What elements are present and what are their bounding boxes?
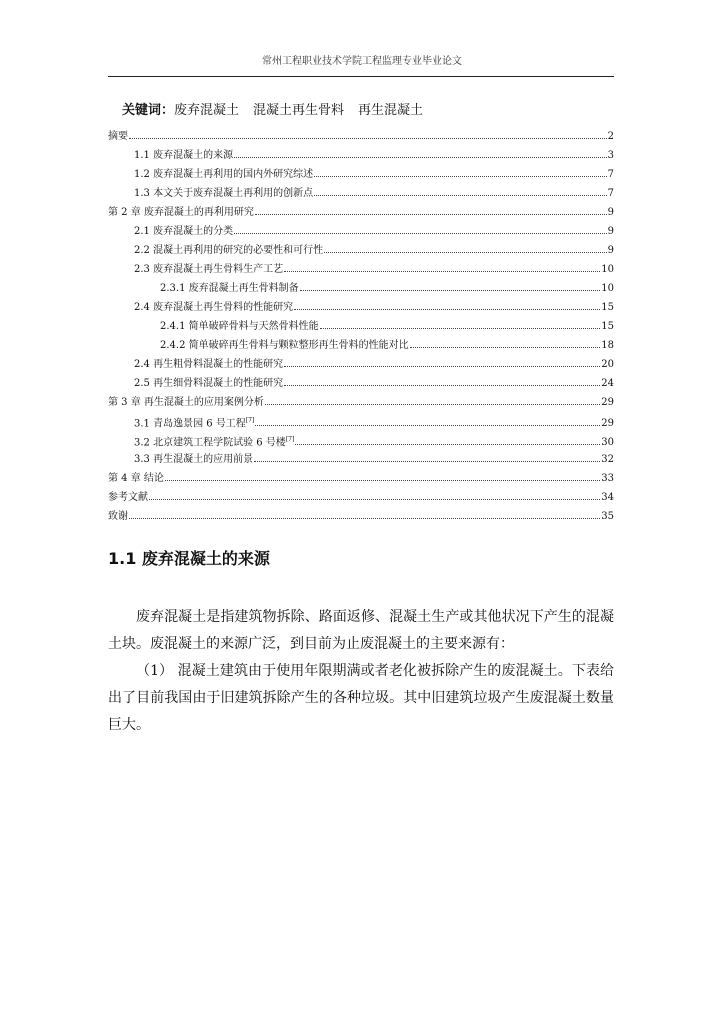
toc-leader-dots — [314, 164, 607, 177]
page-header: 常州工程职业技术学院工程监理专业毕业论文 — [262, 56, 462, 67]
toc-entry-text: 2.3 废弃混凝土再生骨料生产工艺 — [134, 264, 284, 275]
toc-entry[interactable] — [108, 411, 614, 430]
toc-entry[interactable] — [108, 297, 614, 316]
toc-page-number: 18 — [601, 340, 614, 351]
toc-entry-text: 1.1 废弃混凝土的来源 — [134, 150, 234, 161]
toc-entry-text: 2.3.1 废弃混凝土再生骨料制备 — [160, 283, 299, 294]
toc-entry-text: 第 2 章 废弃混凝土的再利用研究 — [108, 207, 254, 218]
toc-leader-dots — [129, 506, 600, 519]
toc-entry-title — [108, 393, 264, 412]
toc-entry-title — [134, 222, 233, 241]
toc-entry-text: 2.4.2 简单破碎再生骨料与颗粒整形再生骨料的性能对比 — [160, 340, 409, 351]
toc-entry-title — [134, 241, 323, 260]
toc-leader-dots — [149, 487, 600, 500]
toc-leader-dots — [234, 221, 607, 234]
toc-page-number: 9 — [607, 226, 614, 237]
toc-page-number: 29 — [601, 418, 614, 430]
toc-entry-text: 2.4 废弃混凝土再生骨料的性能研究 — [134, 302, 294, 313]
toc-entry-text: 第 4 章 结论 — [108, 473, 164, 484]
toc-page-number: 3 — [607, 150, 614, 161]
toc-entry[interactable] — [108, 354, 614, 373]
toc-entry-title — [108, 469, 164, 488]
toc-entry[interactable] — [108, 316, 614, 335]
toc-entry[interactable] — [108, 392, 614, 411]
keyword-item: 再生混凝土 — [358, 103, 424, 118]
toc-leader-dots — [255, 202, 607, 215]
toc-entry-text: 3.1 青岛逸景园 6 号工程 — [134, 418, 246, 430]
toc-leader-dots — [234, 145, 607, 158]
toc-entry-title — [134, 260, 283, 279]
toc-entry-text: 2.4 再生粗骨料混凝土的性能研究 — [134, 359, 284, 370]
citation-marker: [7] — [245, 417, 255, 424]
toc-entry-title — [134, 355, 283, 374]
toc-page-number: 32 — [601, 454, 614, 465]
toc-entry-title — [134, 374, 283, 393]
toc-entry[interactable] — [108, 164, 614, 183]
toc-page-number: 7 — [607, 169, 614, 180]
body-text — [108, 604, 614, 739]
keywords-line — [122, 99, 423, 118]
toc-entry-text: 致谢 — [108, 511, 128, 522]
keyword-item: 混凝土再生骨料 — [253, 103, 345, 118]
toc-entry-title — [134, 184, 313, 203]
toc-leader-dots — [284, 354, 600, 367]
toc-entry-text: 第 3 章 再生混凝土的应用案例分析 — [108, 397, 264, 408]
toc-entry-title — [160, 317, 319, 336]
toc-leader-dots — [320, 316, 601, 329]
toc-leader-dots — [314, 183, 607, 196]
toc-entry-text: 3.2 北京建筑工程学院试验 6 号楼 — [134, 437, 286, 449]
keyword-item: 废弃混凝土 — [174, 103, 240, 118]
toc-entry[interactable] — [108, 449, 614, 468]
toc-entry[interactable] — [108, 373, 614, 392]
toc-leader-dots — [294, 297, 600, 310]
toc-page-number: 20 — [601, 359, 614, 370]
toc-entry[interactable] — [108, 221, 614, 240]
toc-page-number: 24 — [601, 378, 614, 389]
toc-leader-dots — [284, 259, 600, 272]
toc-leader-dots — [165, 468, 600, 481]
toc-page-number: 35 — [601, 511, 614, 522]
toc-page-number: 29 — [601, 397, 614, 408]
toc-page-number: 9 — [607, 207, 614, 218]
toc-entry-text: 2.4.1 简单破碎骨料与天然骨料性能 — [160, 321, 319, 332]
keywords-label: 关键词： — [122, 103, 175, 118]
toc-entry[interactable] — [108, 506, 614, 525]
toc-entry[interactable] — [108, 468, 614, 487]
toc-entry-title — [134, 298, 293, 317]
section-title: 1.1 废弃混凝土的来源 — [108, 549, 270, 568]
toc-page-number: 7 — [607, 188, 614, 199]
toc-page-number: 15 — [601, 302, 614, 313]
toc-entry-title — [134, 146, 233, 165]
toc-entry-text: 1.3 本文关于废弃混凝土再利用的创新点 — [134, 188, 314, 199]
toc-entry-text: 2.5 再生细骨料混凝土的性能研究 — [134, 378, 284, 389]
toc-entry[interactable] — [108, 278, 614, 297]
toc-leader-dots — [254, 449, 600, 462]
toc-page-number: 33 — [601, 473, 614, 484]
table-of-contents — [108, 126, 614, 525]
paragraph: 废弃混凝土是指建筑物拆除、路面返修、混凝土生产或其他状况下产生的混凝土块。废混凝土的来源广泛，到目前为止废混凝土的主要来源有： — [108, 609, 614, 652]
toc-leader-dots — [255, 413, 600, 426]
toc-entry[interactable] — [108, 430, 614, 449]
toc-entry[interactable] — [108, 240, 614, 259]
paragraph: （1） 混凝土建筑由于使用年限期满或者老化被拆除产生的废混凝土。下表给出了目前我国由于旧建筑拆除产生的各种垃圾。其中旧建筑垃圾产生废混凝土数量巨大。 — [108, 663, 614, 733]
toc-page-number: 10 — [601, 283, 614, 294]
toc-leader-dots — [284, 373, 600, 386]
toc-entry-title — [134, 165, 313, 184]
toc-page-number: 9 — [607, 245, 614, 256]
toc-entry-title — [108, 203, 254, 222]
toc-entry[interactable] — [108, 145, 614, 164]
toc-leader-dots — [410, 335, 601, 348]
toc-page-number: 34 — [601, 492, 614, 503]
toc-page-number: 2 — [607, 131, 614, 142]
toc-leader-dots — [129, 126, 607, 139]
toc-entry[interactable] — [108, 335, 614, 354]
toc-entry-text: 3.3 再生混凝土的应用前景 — [134, 454, 254, 465]
toc-entry-title — [160, 336, 409, 355]
toc-entry-text: 2.2 混凝土再利用的研究的必要性和可行性 — [134, 245, 324, 256]
toc-leader-dots — [324, 240, 607, 253]
toc-leader-dots — [265, 392, 600, 405]
toc-entry[interactable] — [108, 183, 614, 202]
citation-marker: [7] — [285, 436, 295, 443]
toc-entry-title — [108, 488, 148, 507]
toc-entry[interactable] — [108, 487, 614, 506]
header-divider — [108, 76, 614, 77]
toc-leader-dots — [300, 278, 601, 291]
toc-page-number: 30 — [601, 437, 614, 449]
toc-leader-dots — [295, 432, 600, 445]
toc-entry-title — [108, 507, 128, 526]
toc-page-number: 15 — [601, 321, 614, 332]
toc-entry-text: 1.2 废弃混凝土再利用的国内外研究综述 — [134, 169, 314, 180]
toc-page-number: 10 — [601, 264, 614, 275]
toc-entry-text: 参考文献 — [108, 492, 148, 503]
toc-entry[interactable] — [108, 259, 614, 278]
toc-entry-title — [160, 279, 299, 298]
toc-entry-title — [134, 450, 253, 469]
toc-entry-text: 2.1 废弃混凝土的分类 — [134, 226, 234, 237]
toc-entry-text: 摘要 — [108, 131, 128, 142]
toc-entry-title — [108, 127, 128, 146]
toc-entry[interactable] — [108, 126, 614, 145]
toc-entry[interactable] — [108, 202, 614, 221]
